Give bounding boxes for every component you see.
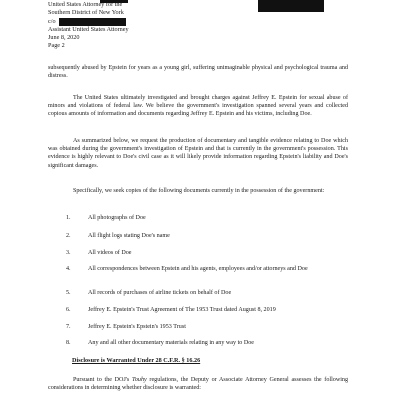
header-title: Assistant United States Attorney [48, 26, 129, 33]
paragraph-touhy: Pursuant to the DOJ's Touhy regulations, the Deputy or Associate Attorney General assesses the following considerations in determining whether disclosure is warranted: [48, 377, 349, 392]
list-item-text: All flight logs stating Doe's name [88, 233, 170, 239]
paragraph-intro: subsequently abused by Epstein for years as a young girl, suffering unimaginable physical and psychological trauma and distress. [48, 65, 348, 80]
paragraph-specific: Specifically, we seek copies of the following documents currently in the possession of the government: [73, 188, 325, 194]
list-item-text: All photographs of Doe [88, 215, 146, 221]
list-item-number: 6. [66, 307, 71, 313]
redaction-name [59, 18, 126, 26]
list-item-text: Any and all other documentary materials relating in any way to Doe [88, 340, 255, 346]
list-item-text: Jeffrey E. Epstein's Trust Agreement of The 1953 Trust dated August 8, 2019 [88, 307, 276, 313]
list-item-number: 3. [66, 250, 71, 256]
header-page-number: Page 2 [48, 42, 65, 49]
paragraph-request: As summarized below, we request the production of documentary and tangible evidence relating to Doe which was obtained during the government's investigation of Epstein and that is currently in the government's possession. This evidence is highly relevant to Doe's civil case as it will likely provide information regarding Epstein's liability and Doe's significant damages. [48, 138, 348, 169]
list-item-number: 2. [66, 233, 71, 239]
list-item-text: All records of purchases of airline tickets on behalf of Doe [88, 290, 232, 296]
header-district: Southern District of New York [48, 9, 124, 16]
list-item-number: 1. [66, 215, 71, 221]
header-office: United States Attorney for the [48, 1, 123, 8]
header-date: June 8, 2020 [48, 34, 80, 41]
list-item-text: Jeffrey E. Epstein's Epstein's 1953 Trust [88, 324, 186, 330]
list-item-number: 8. [66, 340, 71, 346]
list-item-number: 5. [66, 290, 71, 296]
redaction-top-right [258, 0, 324, 12]
header-care-of: c/o [48, 18, 56, 25]
list-item-number: 7. [66, 324, 71, 330]
list-item-text: All videos of Doe [88, 250, 132, 256]
paragraph-investigation: The United States ultimately investigated and brought charges against Jeffrey E. Epstein for sexual abuse of minors and violations of federal law. We believe the government's investigation spanned several years and collected copious amounts of information and documents regarding Jeffrey E. Epstein and his victims, including Doe. [48, 95, 348, 118]
list-item-number: 4. [66, 266, 71, 272]
list-item-text: All correspondences between Epstein and his agents, employees and/or attorneys and Doe [88, 266, 308, 272]
section-heading: Disclosure is Warranted Under 28 C.F.R. § 16.26 [72, 357, 201, 364]
